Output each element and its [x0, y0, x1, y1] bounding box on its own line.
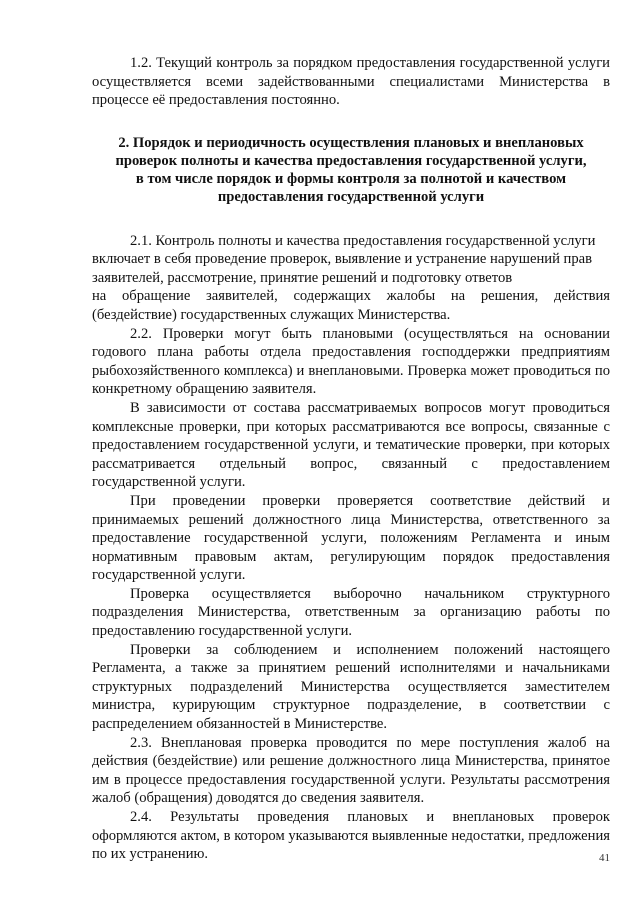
heading-line: в том числе порядок и формы контроля за полнотой и качеством [135, 171, 567, 188]
paragraph-inspection-types: В зависимости от состава рассматриваемых вопросов могут проводиться комплексные проверки, при которых рассматриваются все вопросы, связанные с предоставлением государственной услуги, и тематические проверки, при которых рассматривается отдельный вопрос, связанный с предоставлением государственной услуги. [92, 399, 610, 491]
paragraph-inspection-compliance: Проверки за соблюдением и исполнением положений настоящего Регламента, а также за принятием решений исполнителями и начальниками структурных подразделений Министерства осуществляется заместителем министра, курирующим структурное подразделение, в соответствии с распределением обязанностей в Министерстве. [92, 641, 610, 733]
paragraph-1-2: 1.2. Текущий контроль за порядком предоставления государственной услуги осуществляется всеми задействованными специалистами Министерства в процессе её предоставления постоянно. [92, 55, 610, 109]
heading-line: 2. Порядок и периодичность осуществления плановых и внеплановых [118, 134, 584, 151]
paragraph-inspection-selective: Проверка осуществляется выборочно начальником структурного подразделения Министерства, ответственным за организацию работы по предоставлению государственной услуги. [92, 585, 610, 640]
paragraph-2-2: 2.2. Проверки могут быть плановыми (осуществляться на основании годового плана работы отдела предоставления господдержки предприятиям рыбохозяйственного комплекса) и внеплановыми. Проверка может проводиться по конкретному обращению заявителя. [92, 325, 610, 398]
paragraph-inspection-scope: При проведении проверки проверяется соответствие действий и принимаемых решений должностного лица Министерства, ответственного за предоставление государственной услуги, положениям Регламента и иным нормативным правовым актам, регулирующим порядок предоставления государственной услуги. [92, 492, 610, 584]
paragraph-2-4: 2.4. Результаты проведения плановых и внеплановых проверок оформляются актом, в котором указываются выявленные недостатки, предложения по их устранению. [92, 809, 610, 863]
paragraph-2-1: 2.1. Контроль полноты и качества предоставления государственной услуги включает в себя проведение проверок, выявление и устранение нарушений прав заявителей, рассмотрение, принятие решений и подготовку ответов [92, 232, 596, 286]
page-number: 41 [599, 852, 610, 864]
paragraph-2-1-continued: на обращение заявителей, содержащих жалобы на решения, действия (бездействие) государственных служащих Министерства. [92, 288, 610, 323]
heading-line: предоставления государственной услуги [217, 189, 485, 206]
document-page [92, 54, 610, 864]
section-heading [92, 134, 610, 207]
heading-line: проверок полноты и качества предоставления государственной услуги, [115, 152, 587, 169]
paragraph-2-3: 2.3. Внеплановая проверка проводится по мере поступления жалоб на действия (бездействие) или решение должностного лица Министерства, принятое им в процессе предоставления государственной услуги. Результаты рассмотрения жалоб (обращения) доводятся до сведения заявителя. [92, 734, 610, 807]
